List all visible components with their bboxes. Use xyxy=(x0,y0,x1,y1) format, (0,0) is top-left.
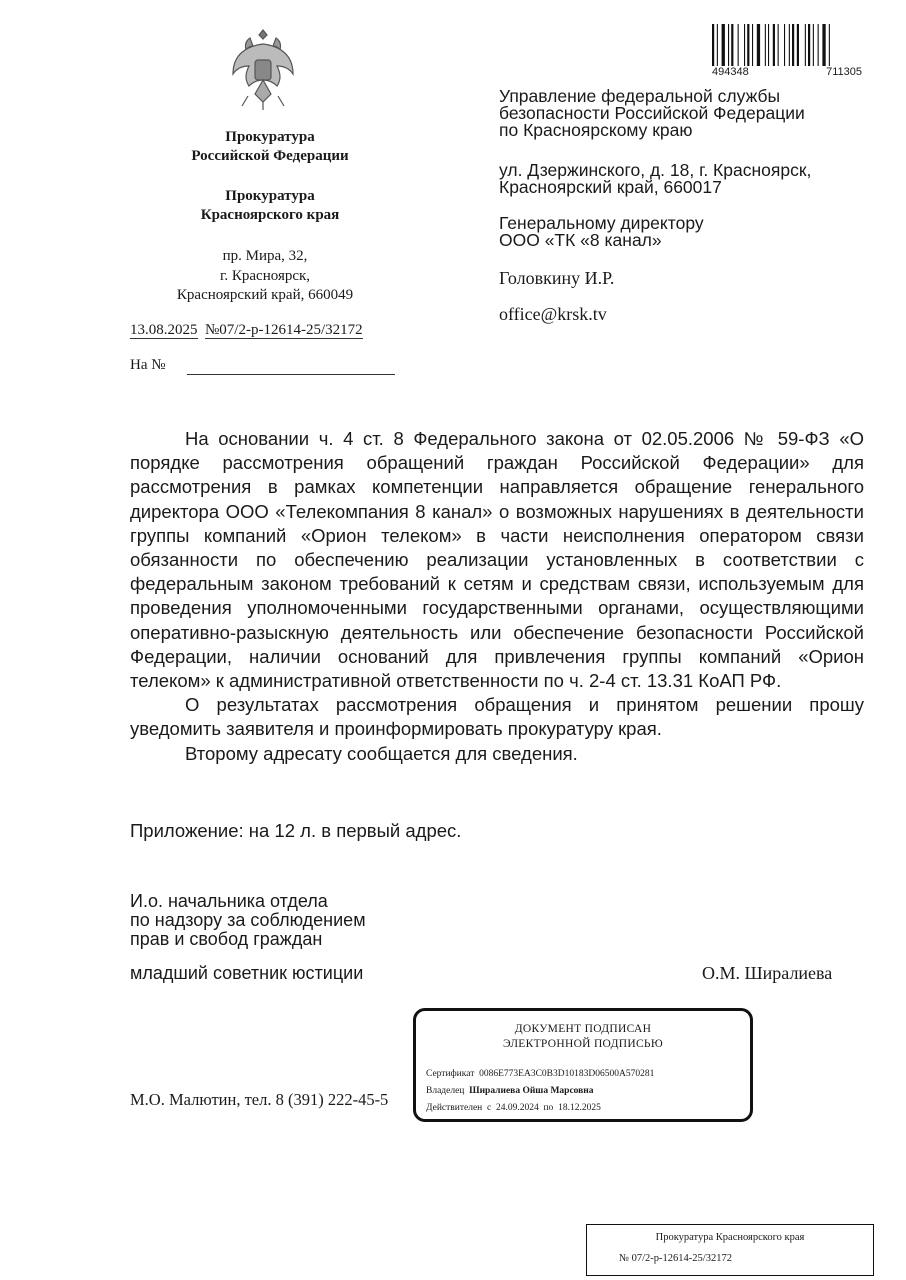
valid-to-value: 18.12.2025 xyxy=(558,1103,601,1113)
barcode-bar xyxy=(822,24,825,66)
signatory-rank: младший советник юстиции xyxy=(130,963,364,983)
barcode-bar xyxy=(808,24,810,66)
signatory-position-line2: по надзору за соблюдением xyxy=(130,910,366,930)
signatory-position-line3: прав и свобод граждан xyxy=(130,929,323,949)
registration-stamp xyxy=(586,1224,874,1276)
recipient-director-line1: Генеральному директору xyxy=(499,213,704,233)
recipient-email: office@krsk.tv xyxy=(499,304,607,324)
e-signature-header-2: ЭЛЕКТРОННОЙ ПОДПИСЬЮ xyxy=(503,1038,663,1050)
sender-org-federal-line2: Российской Федерации xyxy=(191,148,349,164)
barcode-number-left: 494348 xyxy=(712,66,749,78)
coat-of-arms-icon xyxy=(228,24,298,114)
registration-stamp-org: Прокуратура Красноярского края xyxy=(655,1232,805,1243)
recipient-fsb-line3: по Красноярскому краю xyxy=(499,120,693,140)
recipient-fsb-address-line1: ул. Дзержинского, д. 18, г. Красноярск, xyxy=(499,160,812,180)
cert-label: Сертификат xyxy=(426,1069,475,1079)
barcode-bar xyxy=(778,24,779,66)
e-signature-owner xyxy=(426,1086,594,1096)
valid-from-value: 24.09.2024 xyxy=(495,1103,539,1113)
e-signature-header-1: ДОКУМЕНТ ПОДПИСАН xyxy=(514,1023,652,1035)
recipient-fsb-address xyxy=(499,162,811,196)
sender-org-regional xyxy=(120,187,420,225)
barcode-bar xyxy=(784,24,785,66)
sender-address-line3: Красноярский край, 660049 xyxy=(176,287,354,303)
reg-number: №07/2-р-12614-25/32172 xyxy=(205,322,363,338)
in-reply-label: На № xyxy=(130,357,166,373)
barcode-bar xyxy=(768,24,769,66)
executor-contact: М.О. Малютин, тел. 8 (391) 222-45-5 xyxy=(130,1090,389,1109)
valid-label: Действителен xyxy=(426,1103,483,1113)
barcode-bar xyxy=(757,24,760,66)
body-paragraph-1: На основании ч. 4 ст. 8 Федерального закона от 02.05.2006 № 59-ФЗ «О порядке рассмотрения обращений граждан Российской Федерации» для рассмотрения в рамках компетенции направляется обращение генерального директора ООО «Телекомпания 8 канал» о возможных нарушениях в деятельности группы компаний «Орион телеком» в части неисполнения оператором связи обязанности по обеспечению реализации установленных в соответствии с федеральным законом требований к сетям и средствам связи, используемым для проведения уполномоченными государственными органами, осуществляющими оперативно-разыскную деятельность или обеспечение безопасности Российской Федерации, наличии оснований для привлечения группы компаний «Орион телеком» к административной ответственности по ч. 2-4 ст. 13.31 КоАП РФ. xyxy=(130,428,864,692)
e-signature-stamp xyxy=(413,1008,753,1122)
barcode-bar xyxy=(765,24,766,66)
barcode-bar xyxy=(792,24,794,66)
barcode-numbers xyxy=(712,66,862,78)
recipient-fsb-line1: Управление федеральной службы xyxy=(499,86,781,106)
recipient-director xyxy=(499,215,704,249)
recipient-fsb xyxy=(499,88,805,139)
sender-address-line1: пр. Мира, 32, xyxy=(222,248,308,264)
barcode-bar xyxy=(805,24,806,66)
valid-to-label: по xyxy=(543,1103,554,1113)
barcode-bar xyxy=(818,24,819,66)
sender-org-federal xyxy=(120,128,420,166)
barcode-bar xyxy=(797,24,799,66)
appendix-note: Приложение: на 12 л. в первый адрес. xyxy=(130,820,462,841)
sender-org-regional-line1: Прокуратура xyxy=(225,188,315,204)
body-paragraph-2: О результатах рассмотрения обращения и принятом решении прошу уведомить заявителя и проинформировать прокуратуру края. xyxy=(130,694,864,740)
barcode-bar xyxy=(738,24,739,66)
recipient-fsb-address-line2: Красноярский край, 660017 xyxy=(499,177,722,197)
recipient-fsb-line2: безопасности Российской Федерации xyxy=(499,103,805,123)
sender-address-line2: г. Красноярск, xyxy=(219,267,311,284)
reg-date: 13.08.2025 xyxy=(130,322,198,338)
barcode-bar xyxy=(773,24,775,66)
barcode-bar xyxy=(722,24,725,66)
recipient-director-line2: ООО «ТК «8 канал» xyxy=(499,230,662,250)
registration-stamp-number: № 07/2-р-12614-25/32172 xyxy=(619,1253,732,1264)
e-signature-validity xyxy=(426,1103,601,1113)
sender-address xyxy=(115,247,415,306)
letter-body xyxy=(130,427,864,766)
body-paragraph-3: Второму адресату сообщается для сведения. xyxy=(185,742,578,764)
cert-value: 0086E773EA3C0B3D10183D06500A570281 xyxy=(479,1069,655,1079)
in-reply-blank-line xyxy=(187,374,395,375)
barcode-bar xyxy=(747,24,749,66)
barcode-icon xyxy=(712,24,862,66)
owner-label: Владелец xyxy=(426,1086,465,1096)
signatory-position-line1: И.о. начальника отдела xyxy=(130,891,328,911)
sender-org-federal-line1: Прокуратура xyxy=(225,129,315,145)
barcode-bar xyxy=(752,24,753,66)
barcode-bar xyxy=(728,24,729,66)
outgoing-registration xyxy=(130,322,438,339)
signatory-position xyxy=(130,892,366,949)
owner-value: Ширалиева Ойша Марсовна xyxy=(469,1086,594,1096)
sender-org-regional-line2: Красноярского края xyxy=(200,207,340,223)
barcode-bar xyxy=(712,24,714,66)
barcode-bar xyxy=(829,24,830,66)
e-signature-cert xyxy=(426,1069,654,1079)
barcode-bar xyxy=(813,24,814,66)
barcode-bar xyxy=(717,24,718,66)
barcode-number-right: 711305 xyxy=(826,66,862,78)
barcode-bar xyxy=(744,24,745,66)
barcode-bar xyxy=(731,24,733,66)
recipient-director-name: Головкину И.Р. xyxy=(499,268,615,288)
signatory-name: О.М. Ширалиева xyxy=(702,963,833,983)
valid-from-label: с xyxy=(487,1103,492,1113)
barcode-bar xyxy=(789,24,790,66)
